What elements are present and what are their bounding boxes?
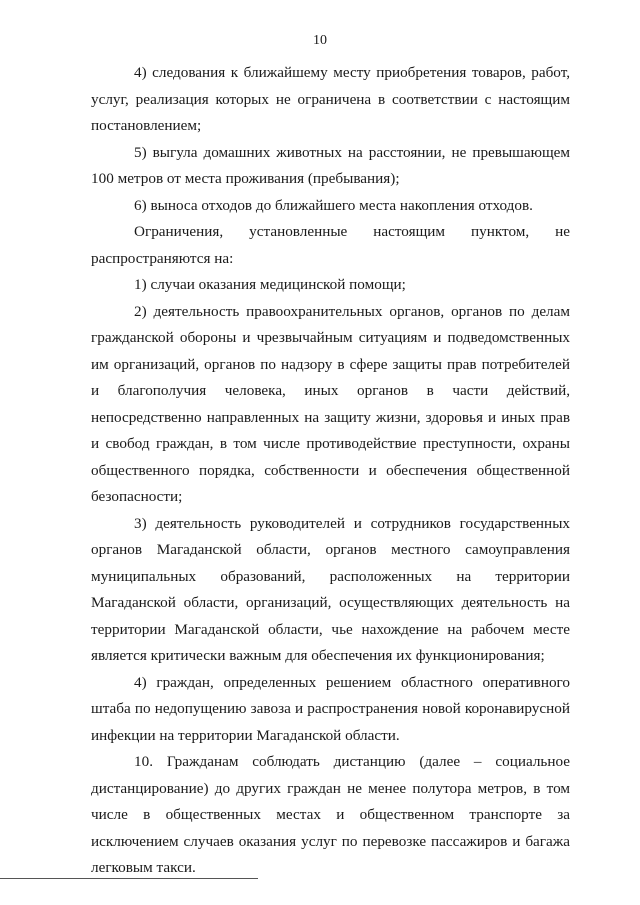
paragraph: 10. Гражданам соблюдать дистанцию (далее – социальное дистанцирование) до других граждан не менее полутора метров, в том числе в общественных местах и общественном транспорте за исключением случаев оказания услуг по перевозке пассажиров и багажа легковым такси. <box>91 753 570 876</box>
paragraph: 3) деятельность руководителей и сотрудников государственных органов Магаданской области, органов местного самоуправления муниципальных образований, расположенных на территории Магаданской области, организаций, осуществляющих деятельность на территории Магаданской области, чье нахождение на рабочем месте является критически важным для обеспечения их функционирования; <box>91 514 570 664</box>
paragraph: 2) деятельность правоохранительных органов, органов по делам гражданской обороны и чрезвычайным ситуациям и подведомственных им организаций, органов по надзору в сфере защиты прав потребителей и благополучия человека, иных органов в части действий, непосредственно направленных на защиту жизни, здоровья и иных прав и свобод граждан, в том числе противодействие преступности, охраны общественного порядка, собственности и обеспечения общественной безопасности; <box>91 302 570 505</box>
paragraph: 4) граждан, определенных решением областного оперативного штаба по недопущению завоза и распространения новой коронавирусной инфекции на территории Магаданской области. <box>91 673 570 744</box>
paragraph: 5) выгула домашних животных на расстоянии, не превышающем 100 метров от места проживания (пребывания); <box>91 143 570 187</box>
paragraph: Ограничения, установленные настоящим пунктом, не распространяются на: <box>91 223 570 267</box>
document-body <box>91 60 570 882</box>
paragraph: 6) выноса отходов до ближайшего места накопления отходов. <box>134 196 533 214</box>
paragraph: 4) следования к ближайшему месту приобретения товаров, работ, услуг, реализация которых не ограничена в соответствии с настоящим постановлением; <box>91 64 570 134</box>
footnote-divider <box>0 878 258 879</box>
paragraph: 1) случаи оказания медицинской помощи; <box>134 276 406 293</box>
page-number: 10 <box>313 33 327 48</box>
